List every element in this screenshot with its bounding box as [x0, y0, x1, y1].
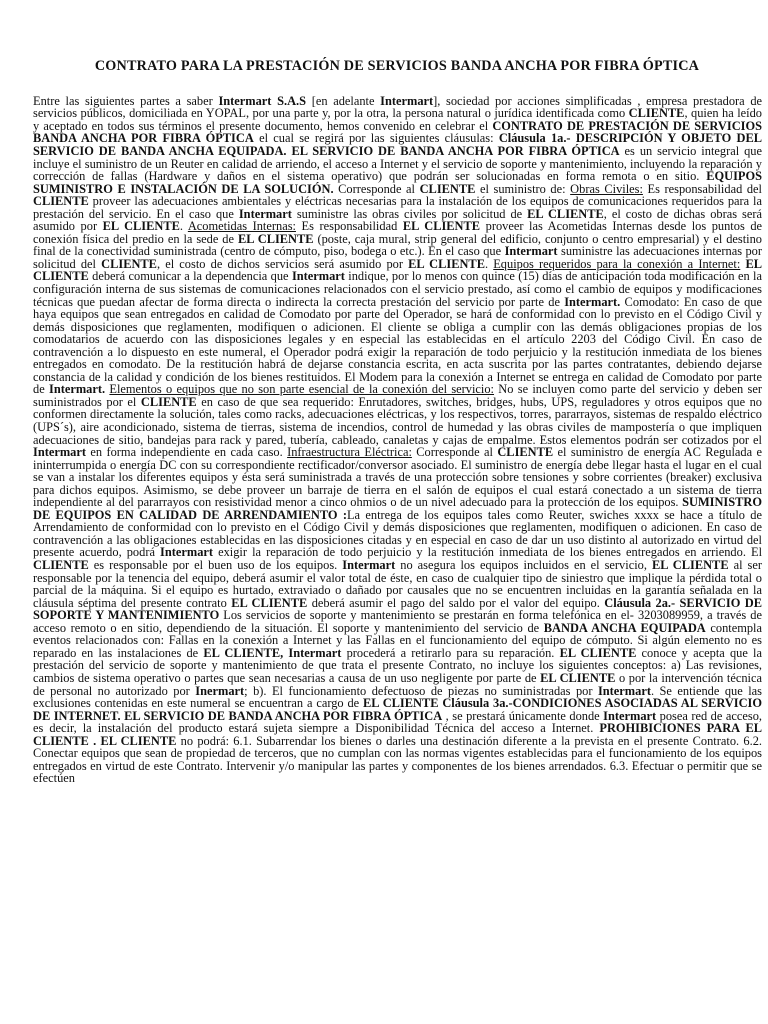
bold-text-run: Cláusula 1a.- DESCRIPCIÓN Y OBJETO DEL SERVICIO DE BANDA ANCHA EQUIPADA. EL SERVICIO DE BANDA ANCHA POR FIBRA ÓPTICA — [33, 131, 762, 158]
text-run: es responsable por el buen uso de los equipos. — [88, 558, 343, 573]
text-run: La entrega de los equipos tales como Reuter, swiches xxxx se hace a título de Arrendamiento de conformidad con lo previsto en el Código Civil y demás disposiciones que reglamenten, modifiquen o adicionen. En caso de contravención a las obligaciones establecidas en las disposiciones citadas y en especial en caso de dar un uso distinto al autorizado en virtud del presente acuerdo, podrá — [33, 507, 762, 560]
text-run: Corresponde al — [333, 181, 420, 196]
bold-text-run: EL CLIENTE — [408, 256, 485, 271]
underlined-text-run: Obras Civiles: — [570, 181, 643, 196]
bold-text-run: EQUIPOS SUMINISTRO E INSTALACIÓN DE LA SOLUCIÓN. — [33, 169, 762, 196]
text-run: ; b). El funcionamiento defectuoso de piezas no suministradas por — [244, 683, 598, 698]
bold-text-run: CLIENTE — [628, 106, 685, 121]
contract-title: CONTRATO PARA LA PRESTACIÓN DE SERVICIOS BANDA ANCHA POR FIBRA ÓPTICA — [94, 58, 700, 74]
bold-text-run: EL CLIENTE, Intermart — [203, 645, 342, 660]
bold-text-run: Intermart — [160, 545, 214, 560]
bold-text-run: EL CLIENTE — [33, 256, 762, 284]
bold-text-run: Intermart — [238, 206, 292, 221]
bold-text-run: EL CLIENTE — [540, 670, 616, 685]
bold-text-run: EL CLIENTE — [363, 696, 439, 711]
text-run: . Se entiende que las exclusiones contenidas en este numeral se encuentran a cargo de — [33, 683, 762, 711]
bold-text-run: Intermart — [291, 269, 345, 284]
bold-text-run: CLIENTE — [33, 558, 89, 573]
text-run: . — [484, 256, 494, 271]
text-run: No se incluyen como parte del servicio y deben ser suministrados por el — [33, 382, 762, 409]
text-run: contempla eventos relacionados con: Fallas en la conexión a Internet y las Fallas en el funcionamiento del equipo de cómputo. Si algún elemento no es reparado en las instalaciones de — [33, 620, 762, 660]
text-run: es un servicio integral que incluye el suministro de un Reuter en calidad de arriendo, el acceso a Internet y el servicio de soporte y mantenimiento, incluyendo la reparación y corrección de fallas (Hardware y daños en el sistema operativo) que podrán ser solucionadas en forma remota o en sitio. — [33, 143, 762, 184]
bold-text-run: CLIENTE — [33, 194, 89, 209]
text-run: en forma independiente en cada caso. — [85, 445, 288, 460]
text-run: el suministro de: — [475, 181, 571, 196]
underlined-text-run: Equipos requeridos para la conexión a Internet: — [493, 256, 741, 271]
text-run: en caso de que sea requerido: Enrutadores, switches, bridges, hubs, UPS, reguladores y otros equipos que no conformen directamente la solución, tales como racks, adecuaciones eléctricas, y los respectivos, torres, pararrayos, sistemas de respaldo eléctrico (UPS´s), aire acondicionado, sistema de tierras, sistema de incendios, control de humedad y las obras civiles de mampostería o que impliquen adecuaciones de sitio, bandejas para rack y pared, tubería, cableado, canaletas y cajas de empalme. Estos elementos podrán ser cotizados por el — [33, 394, 763, 447]
text-run: , el costo de dichas obras será asumido por — [33, 206, 762, 234]
text-run: Los servicios de soporte y mantenimiento se prestarán en forma telefónica en el- 3203089959, a través de acceso remoto o en sitio, dependiendo de la situación. El soporte y mantenimiento del servicio de — [33, 608, 762, 635]
text-run: . — [179, 219, 188, 234]
bold-text-run: EL CLIENTE — [651, 558, 729, 573]
bold-text-run: SUMINISTRO DE EQUIPOS EN CALIDAD DE ARRENDAMIENTO : — [33, 495, 762, 522]
bold-text-run: Intermart S.A.S — [218, 93, 307, 108]
text-run: proveer las Acometidas Internas desde los puntos de conexión física del predio en la sede de — [33, 219, 763, 246]
bold-text-run: BANDA ANCHA EQUIPADA — [543, 620, 706, 635]
text-run: o por la intervención técnica de personal no autorizado por — [33, 670, 762, 698]
text-run: Entre las siguientes partes a saber — [33, 93, 219, 108]
text-run: proveer las adecuaciones ambientales y eléctricas necesarias para la instalación de los equipos de comunicaciones requeridos para la prestación del servicio. En el caso que — [33, 194, 762, 221]
bold-text-run: Intermart — [33, 445, 86, 460]
text-run: posea red de acceso, es decir, la instalación del producto estará sujeta siempre a Disponibilidad Técnica del acceso a Internet. — [33, 708, 762, 736]
contract-body — [33, 95, 768, 785]
text-run: ], sociedad por acciones simplificadas , empresa prestadora de servicios públicos, domiciliada en YOPAL, por una parte y, por la otra, la persona natural o jurídica identificada como — [33, 93, 763, 121]
text-run: (poste, caja mural, strip general del edificio, conjunto o centro empresarial) y el destino final de la conectividad suministrada (centro de cómputo, piso, bodega o etc.). En el caso que — [33, 231, 763, 259]
text-run: no podrá: 6.1. Subarrendar los bienes o darles una destinación diferente a la prevista en el presente Contrato. 6.2. Conectar equipos que sean de propiedad de terceros, que no cumplan con las normas vigentes establecidas para el funcionamiento de los equipos entregados en virtud de este Contrato. Intervenir y/o manipular las partes y componentes de los bienes arrendados. 6.3. Efectuar o permitir que se efectúen — [33, 733, 762, 786]
text-run: [en adelante — [306, 93, 381, 108]
text-run: deberá comunicar a la dependencia que — [88, 269, 292, 284]
bold-text-run: Inermart — [195, 683, 245, 698]
text-run: , se prestará únicamente donde — [442, 708, 604, 723]
bold-text-run: Cláusula 2a.- SERVICIO DE SOPORTE Y MANTENIMIENTO — [33, 595, 763, 623]
text-run: Es responsabilidad — [295, 219, 403, 234]
bold-text-run: CLIENTE — [101, 256, 157, 271]
bold-text-run: Cláusula 3a.-CONDICIONES ASOCIADAS AL SERVICIO DE INTERNET. EL SERVICIO DE BANDA ANCHA POR FIBRA ÓPTICA — [33, 696, 763, 723]
text-run: , quien ha leído y aceptado en todos sus términos el presente documento, hemos convenido en celebrar el — [33, 106, 762, 133]
bold-text-run: CLIENTE — [419, 181, 476, 196]
text-run: procederá a retirarlo para su reparación. — [341, 645, 560, 660]
text-run: el suministro de energía AC Regulada e ininterrumpida o energía DC con su correspondiente rectificador/conversor asociado. El suministro de energía debe llegar hasta el lugar en el cual se van a instalar los diferentes equipos y ésta será suministrada a través de una protección sobre tensiones y sobre corrientes (breaker) exclusiva para dichos equipos. Asimismo, se debe proveer un barraje de tierra en el salón de equipos el cual estará conectado a un sistema de tierra independiente al del pararrayos con resistividad menor a cinco ohmios o de un nivel adecuado para la protección de los equipos. — [33, 445, 762, 510]
underlined-text-run: Infraestructura Eléctrica: — [287, 445, 412, 460]
bold-text-run: Intermart — [603, 708, 657, 723]
bold-text-run: Intermart. — [564, 294, 621, 309]
bold-text-run: EL CLIENTE — [231, 595, 308, 610]
text-run: no asegura los equipos incluidos en el servicio, — [395, 558, 652, 573]
bold-text-run: EL CLIENTE — [527, 206, 604, 221]
bold-text-run: Intermart — [342, 558, 396, 573]
underlined-text-run: Elementos o equipos que no son parte esencial de la conexión del servicio: — [109, 382, 495, 397]
text-run: Corresponde al — [411, 445, 498, 460]
text-run: suministre las adecuaciones internas por solicitud del — [33, 244, 762, 271]
bold-text-run: EL CLIENTE — [559, 645, 637, 660]
text-run: indique, por lo menos con quince (15) días de anticipación toda modificación en la configuración interna de sus sistemas de comunicaciones relacionados con el servicio prestado, así como el cambio de equipos y modificaciones técnicas que puedan afectar de forma directa o indirecta la correcta prestación del servicio por parte de — [33, 269, 762, 309]
text-run: Es responsabilidad del — [642, 181, 762, 196]
text-run: el cual se regirá por las siguientes cláusulas: — [253, 131, 499, 146]
bold-text-run: EL CLIENTE — [102, 219, 180, 234]
bold-text-run: PROHIBICIONES PARA EL CLIENTE . EL CLIENTE — [33, 721, 762, 748]
bold-text-run: CLIENTE — [497, 445, 554, 460]
bold-text-run: EL CLIENTE — [402, 219, 481, 234]
bold-text-run: CONTRATO DE PRESTACIÓN DE SERVICIOS BANDA ANCHA POR FIBRA ÓPTICA — [33, 118, 762, 146]
bold-text-run: Intermart — [380, 93, 434, 108]
bold-text-run: EL CLIENTE — [237, 231, 314, 246]
text-run: exigir la reparación de todo perjuicio y la restitución inmediata de los bienes entregados en arriendo. El — [213, 545, 763, 560]
contract-page — [33, 58, 768, 785]
bold-text-run: Intermart. — [49, 382, 106, 397]
text-run: al ser responsable por la tenencia del equipo, deberá asumir el valor total de éste, en caso de cualquier tipo de siniestro que implique la pérdida total o parcial de la máquina. Si el equipo es hurtado, extraviado o dañado por causales que no se encuentren incluidas en la garantía señalada en la cláusula séptima del presente contrato — [33, 558, 763, 610]
text-run: deberá asumir el pago del saldo por el valor del equipo. — [307, 595, 605, 610]
text-run: suministre las obras civiles por solicitud de — [291, 206, 528, 221]
underlined-text-run: Acometidas Internas: — [187, 219, 296, 234]
bold-text-run: Intermart — [597, 683, 651, 698]
text-run: , el costo de dichos servicios será asumido por — [156, 256, 409, 271]
text-run: conoce y acepta que la prestación del servicio de soporte y mantenimiento de que trata el presente Contrato, no incluye los siguientes conceptos: a) Las revisiones, cambios de sistema operativo o partes que sean necesarias a causa de un uso negligente por parte de — [33, 645, 762, 685]
text-run: Comodato: En caso de que haya equipos que sean entregados en calidad de Comodato por parte del Operador, se hará de conformidad con lo previsto en el Código Civil y demás disposiciones que reglamenten, modifiquen o adicionen. El cliente se obliga a cumplir con las demás obligaciones propias de los comodatarios de acuerdo con las disposiciones legales y en especial las establecidas en el artículo 2203 del Código Civil. En caso de contravención a lo dispuesto en este numeral, el Operador podrá exigir la reparación de todo perjuicio y la restitución inmediata de los bienes entregados en comodato. De la restitución habrá de dejarse constancia escrita, en acta suscrita por las partes contratantes, debiendo dejarse constancia de la calidad y condición de los bienes restituidos. El Modem para la conexión a Internet se entrega en calidad de Comodato por parte de — [33, 294, 763, 397]
bold-text-run: CLIENTE — [140, 394, 197, 409]
bold-text-run: Intermart — [504, 244, 558, 259]
